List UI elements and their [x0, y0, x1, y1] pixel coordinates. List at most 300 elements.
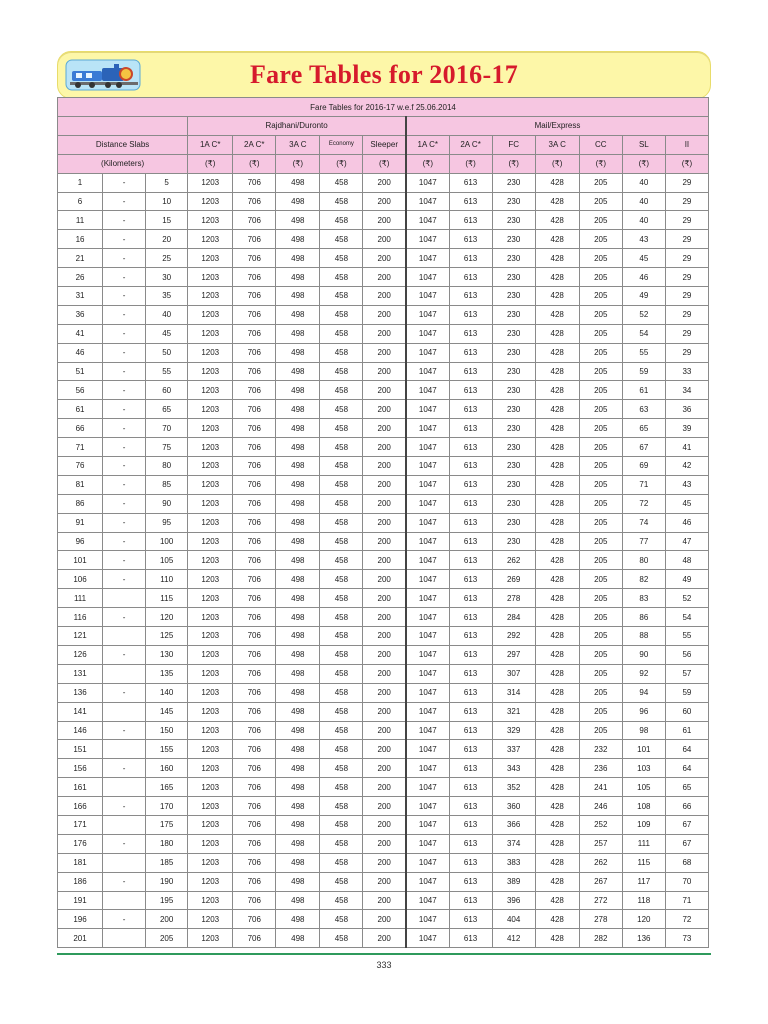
slab-dash: - [103, 305, 146, 324]
fare-cell-rd-1ac: 1203 [188, 551, 233, 570]
fare-cell-me-fc: 297 [492, 645, 535, 664]
fare-cell-rd-1ac: 1203 [188, 721, 233, 740]
fare-cell-me-2ac: 613 [449, 419, 492, 438]
slab-to: 35 [146, 287, 188, 306]
fare-cell-rd-3ac: 498 [276, 494, 320, 513]
fare-cell-me-ii: 47 [665, 532, 708, 551]
fare-cell-me-ii: 29 [665, 268, 708, 287]
fare-cell-rd-2ac: 706 [233, 551, 276, 570]
fare-cell-me-1ac: 1047 [406, 570, 449, 589]
fare-cell-me-fc: 230 [492, 438, 535, 457]
fare-cell-rd-sleeper: 200 [363, 268, 406, 287]
fare-cell-rd-1ac: 1203 [188, 362, 233, 381]
slab-from: 86 [58, 494, 103, 513]
fare-cell-rd-1ac: 1203 [188, 513, 233, 532]
fare-cell-rd-2ac: 706 [233, 475, 276, 494]
fare-cell-rd-economy: 458 [320, 381, 363, 400]
slab-to: 105 [146, 551, 188, 570]
slab-to: 85 [146, 475, 188, 494]
fare-cell-me-fc: 230 [492, 305, 535, 324]
fare-cell-me-1ac: 1047 [406, 853, 449, 872]
fare-cell-rd-2ac: 706 [233, 664, 276, 683]
slab-to: 130 [146, 645, 188, 664]
fare-cell-me-3ac: 428 [535, 287, 579, 306]
slab-to: 160 [146, 759, 188, 778]
fare-cell-rd-2ac: 706 [233, 891, 276, 910]
fare-cell-me-sl: 63 [622, 400, 665, 419]
slab-from: 76 [58, 457, 103, 476]
fare-cell-rd-1ac: 1203 [188, 419, 233, 438]
slab-from: 141 [58, 702, 103, 721]
fare-cell-me-1ac: 1047 [406, 230, 449, 249]
fare-cell-me-ii: 29 [665, 173, 708, 192]
table-row [58, 702, 709, 721]
fare-cell-me-1ac: 1047 [406, 475, 449, 494]
slab-dash: - [103, 759, 146, 778]
fare-cell-me-cc: 205 [579, 532, 622, 551]
slab-from: 11 [58, 211, 103, 230]
fare-cell-rd-1ac: 1203 [188, 230, 233, 249]
fare-cell-me-cc: 267 [579, 872, 622, 891]
fare-cell-rd-2ac: 706 [233, 759, 276, 778]
table-title-row [58, 98, 709, 117]
slab-dash: - [103, 362, 146, 381]
slab-to: 60 [146, 381, 188, 400]
slab-dash: - [103, 400, 146, 419]
slab-dash: - [103, 192, 146, 211]
fare-cell-rd-1ac: 1203 [188, 589, 233, 608]
fare-cell-rd-3ac: 498 [276, 381, 320, 400]
fare-cell-me-2ac: 613 [449, 457, 492, 476]
fare-cell-rd-sleeper: 200 [363, 929, 406, 948]
fare-cell-rd-2ac: 706 [233, 778, 276, 797]
fare-cell-me-1ac: 1047 [406, 778, 449, 797]
fare-cell-rd-2ac: 706 [233, 173, 276, 192]
rupee-unit: (₹) [406, 154, 449, 173]
table-row [58, 683, 709, 702]
fare-cell-rd-economy: 458 [320, 834, 363, 853]
fare-cell-me-fc: 396 [492, 891, 535, 910]
fare-cell-me-1ac: 1047 [406, 305, 449, 324]
fare-cell-me-sl: 61 [622, 381, 665, 400]
fare-cell-me-fc: 321 [492, 702, 535, 721]
slab-dash: - [103, 343, 146, 362]
fare-cell-rd-3ac: 498 [276, 249, 320, 268]
fare-cell-rd-3ac: 498 [276, 929, 320, 948]
fare-cell-me-2ac: 613 [449, 608, 492, 627]
fare-cell-me-3ac: 428 [535, 570, 579, 589]
fare-cell-rd-sleeper: 200 [363, 173, 406, 192]
slab-from: 151 [58, 740, 103, 759]
fare-cell-rd-3ac: 498 [276, 910, 320, 929]
fare-cell-rd-1ac: 1203 [188, 438, 233, 457]
col-header-me-sl: SL [622, 135, 665, 154]
slab-to: 10 [146, 192, 188, 211]
fare-cell-rd-1ac: 1203 [188, 381, 233, 400]
fare-cell-me-sl: 115 [622, 853, 665, 872]
fare-cell-me-3ac: 428 [535, 343, 579, 362]
fare-cell-me-fc: 343 [492, 759, 535, 778]
fare-cell-me-fc: 230 [492, 532, 535, 551]
fare-cell-me-sl: 80 [622, 551, 665, 570]
fare-cell-me-cc: 205 [579, 230, 622, 249]
fare-cell-me-fc: 230 [492, 362, 535, 381]
fare-cell-me-2ac: 613 [449, 343, 492, 362]
fare-cell-me-fc: 329 [492, 721, 535, 740]
fare-cell-me-fc: 230 [492, 494, 535, 513]
fare-cell-me-1ac: 1047 [406, 211, 449, 230]
table-row [58, 797, 709, 816]
fare-cell-me-sl: 94 [622, 683, 665, 702]
fare-cell-me-fc: 230 [492, 381, 535, 400]
fare-cell-me-cc: 205 [579, 721, 622, 740]
slab-to: 100 [146, 532, 188, 551]
kilometers-header: (Kilometers) [58, 154, 188, 173]
fare-cell-me-1ac: 1047 [406, 268, 449, 287]
fare-cell-rd-2ac: 706 [233, 513, 276, 532]
fare-cell-rd-1ac: 1203 [188, 815, 233, 834]
fare-cell-me-fc: 230 [492, 343, 535, 362]
fare-cell-rd-3ac: 498 [276, 551, 320, 570]
fare-cell-rd-3ac: 498 [276, 475, 320, 494]
slab-to: 125 [146, 627, 188, 646]
fare-cell-rd-2ac: 706 [233, 457, 276, 476]
slab-to: 40 [146, 305, 188, 324]
slab-from: 61 [58, 400, 103, 419]
slab-from: 111 [58, 589, 103, 608]
fare-cell-me-ii: 45 [665, 494, 708, 513]
fare-cell-rd-2ac: 706 [233, 589, 276, 608]
fare-cell-rd-3ac: 498 [276, 192, 320, 211]
group-rajdhani: Rajdhani/Duronto [188, 117, 406, 136]
col-header-rd-economy: Economy [320, 135, 363, 154]
fare-cell-me-2ac: 613 [449, 362, 492, 381]
fare-cell-rd-sleeper: 200 [363, 457, 406, 476]
col-header-rd-2ac: 2A C* [233, 135, 276, 154]
table-row [58, 608, 709, 627]
slab-from: 106 [58, 570, 103, 589]
fare-cell-rd-sleeper: 200 [363, 211, 406, 230]
fare-cell-rd-sleeper: 200 [363, 853, 406, 872]
fare-cell-me-fc: 230 [492, 268, 535, 287]
slab-dash [103, 664, 146, 683]
slab-from: 91 [58, 513, 103, 532]
fare-cell-rd-economy: 458 [320, 475, 363, 494]
fare-cell-me-3ac: 428 [535, 645, 579, 664]
fare-cell-me-2ac: 613 [449, 759, 492, 778]
fare-cell-me-ii: 49 [665, 570, 708, 589]
slab-from: 116 [58, 608, 103, 627]
fare-cell-me-cc: 205 [579, 438, 622, 457]
fare-cell-me-1ac: 1047 [406, 910, 449, 929]
fare-cell-rd-economy: 458 [320, 249, 363, 268]
slab-from: 171 [58, 815, 103, 834]
fare-cell-me-3ac: 428 [535, 249, 579, 268]
fare-cell-me-ii: 33 [665, 362, 708, 381]
fare-cell-me-cc: 205 [579, 211, 622, 230]
slab-to: 110 [146, 570, 188, 589]
fare-cell-rd-1ac: 1203 [188, 400, 233, 419]
unit-header-row [58, 154, 709, 173]
fare-cell-rd-2ac: 706 [233, 570, 276, 589]
fare-cell-rd-economy: 458 [320, 759, 363, 778]
slab-from: 26 [58, 268, 103, 287]
fare-cell-me-1ac: 1047 [406, 721, 449, 740]
fare-cell-me-sl: 69 [622, 457, 665, 476]
fare-cell-me-fc: 230 [492, 230, 535, 249]
fare-cell-me-1ac: 1047 [406, 683, 449, 702]
fare-cell-me-1ac: 1047 [406, 400, 449, 419]
slab-to: 200 [146, 910, 188, 929]
fare-cell-me-2ac: 613 [449, 627, 492, 646]
fare-cell-rd-economy: 458 [320, 702, 363, 721]
fare-cell-rd-1ac: 1203 [188, 797, 233, 816]
fare-cell-rd-2ac: 706 [233, 815, 276, 834]
slab-from: 196 [58, 910, 103, 929]
fare-cell-me-2ac: 613 [449, 211, 492, 230]
fare-cell-rd-3ac: 498 [276, 778, 320, 797]
fare-cell-rd-economy: 458 [320, 740, 363, 759]
slab-to: 20 [146, 230, 188, 249]
col-header-me-cc: CC [579, 135, 622, 154]
fare-cell-me-2ac: 613 [449, 589, 492, 608]
fare-cell-me-sl: 92 [622, 664, 665, 683]
fare-cell-rd-1ac: 1203 [188, 853, 233, 872]
fare-cell-me-ii: 29 [665, 249, 708, 268]
fare-cell-me-fc: 230 [492, 475, 535, 494]
fare-cell-rd-3ac: 498 [276, 324, 320, 343]
fare-cell-rd-1ac: 1203 [188, 173, 233, 192]
fare-cell-me-ii: 66 [665, 797, 708, 816]
fare-cell-rd-3ac: 498 [276, 815, 320, 834]
fare-cell-me-ii: 68 [665, 853, 708, 872]
fare-cell-rd-3ac: 498 [276, 872, 320, 891]
fare-cell-rd-1ac: 1203 [188, 211, 233, 230]
fare-cell-me-1ac: 1047 [406, 381, 449, 400]
fare-cell-me-cc: 205 [579, 400, 622, 419]
fare-cell-rd-3ac: 498 [276, 664, 320, 683]
fare-cell-me-ii: 29 [665, 343, 708, 362]
fare-cell-me-sl: 82 [622, 570, 665, 589]
slab-to: 145 [146, 702, 188, 721]
rupee-unit: (₹) [233, 154, 276, 173]
fare-cell-me-fc: 230 [492, 287, 535, 306]
footer-divider [57, 953, 711, 955]
fare-table-container [57, 97, 709, 948]
slab-to: 190 [146, 872, 188, 891]
fare-cell-me-1ac: 1047 [406, 891, 449, 910]
fare-cell-me-ii: 64 [665, 759, 708, 778]
slab-to: 95 [146, 513, 188, 532]
table-row [58, 834, 709, 853]
class-header-row [58, 135, 709, 154]
fare-cell-me-3ac: 428 [535, 834, 579, 853]
fare-cell-rd-2ac: 706 [233, 853, 276, 872]
slab-to: 170 [146, 797, 188, 816]
fare-cell-me-sl: 77 [622, 532, 665, 551]
fare-cell-me-2ac: 613 [449, 532, 492, 551]
fare-cell-rd-3ac: 498 [276, 740, 320, 759]
fare-cell-me-cc: 272 [579, 891, 622, 910]
fare-cell-rd-2ac: 706 [233, 702, 276, 721]
fare-cell-me-fc: 374 [492, 834, 535, 853]
fare-cell-me-sl: 98 [622, 721, 665, 740]
slab-dash: - [103, 608, 146, 627]
table-row [58, 853, 709, 872]
fare-cell-rd-1ac: 1203 [188, 740, 233, 759]
slab-to: 30 [146, 268, 188, 287]
fare-cell-me-1ac: 1047 [406, 834, 449, 853]
fare-cell-me-ii: 54 [665, 608, 708, 627]
table-row [58, 589, 709, 608]
fare-cell-me-3ac: 428 [535, 362, 579, 381]
slab-dash: - [103, 173, 146, 192]
fare-cell-me-cc: 205 [579, 249, 622, 268]
table-row [58, 268, 709, 287]
table-row [58, 192, 709, 211]
fare-cell-me-2ac: 613 [449, 683, 492, 702]
fare-cell-rd-sleeper: 200 [363, 343, 406, 362]
fare-cell-me-1ac: 1047 [406, 438, 449, 457]
slab-to: 175 [146, 815, 188, 834]
fare-cell-me-1ac: 1047 [406, 815, 449, 834]
fare-cell-rd-2ac: 706 [233, 287, 276, 306]
fare-cell-rd-economy: 458 [320, 664, 363, 683]
slab-dash: - [103, 683, 146, 702]
col-header-me-3ac: 3A C [535, 135, 579, 154]
fare-cell-rd-3ac: 498 [276, 589, 320, 608]
fare-cell-me-sl: 74 [622, 513, 665, 532]
fare-cell-rd-2ac: 706 [233, 268, 276, 287]
fare-cell-me-cc: 205 [579, 627, 622, 646]
fare-cell-me-2ac: 613 [449, 853, 492, 872]
fare-cell-rd-1ac: 1203 [188, 192, 233, 211]
fare-cell-me-1ac: 1047 [406, 551, 449, 570]
fare-cell-me-cc: 205 [579, 494, 622, 513]
slab-from: 16 [58, 230, 103, 249]
fare-cell-rd-2ac: 706 [233, 797, 276, 816]
table-row [58, 872, 709, 891]
fare-cell-me-ii: 29 [665, 192, 708, 211]
fare-cell-rd-3ac: 498 [276, 343, 320, 362]
fare-cell-me-fc: 230 [492, 419, 535, 438]
fare-cell-me-1ac: 1047 [406, 608, 449, 627]
fare-cell-me-cc: 257 [579, 834, 622, 853]
fare-cell-me-sl: 43 [622, 230, 665, 249]
fare-cell-rd-2ac: 706 [233, 381, 276, 400]
fare-cell-me-ii: 57 [665, 664, 708, 683]
rupee-unit: (₹) [535, 154, 579, 173]
fare-cell-rd-sleeper: 200 [363, 721, 406, 740]
fare-cell-rd-economy: 458 [320, 513, 363, 532]
table-row [58, 381, 709, 400]
fare-cell-rd-3ac: 498 [276, 570, 320, 589]
slab-dash: - [103, 475, 146, 494]
fare-cell-me-2ac: 613 [449, 268, 492, 287]
fare-cell-me-ii: 29 [665, 305, 708, 324]
fare-cell-me-2ac: 613 [449, 494, 492, 513]
fare-cell-me-2ac: 613 [449, 173, 492, 192]
fare-cell-rd-economy: 458 [320, 343, 363, 362]
fare-cell-me-fc: 292 [492, 627, 535, 646]
fare-cell-rd-sleeper: 200 [363, 381, 406, 400]
fare-cell-rd-1ac: 1203 [188, 702, 233, 721]
fare-cell-me-1ac: 1047 [406, 589, 449, 608]
fare-cell-rd-sleeper: 200 [363, 438, 406, 457]
fare-cell-me-3ac: 428 [535, 475, 579, 494]
fare-cell-me-1ac: 1047 [406, 513, 449, 532]
fare-cell-me-sl: 40 [622, 173, 665, 192]
fare-cell-rd-sleeper: 200 [363, 305, 406, 324]
fare-cell-rd-2ac: 706 [233, 834, 276, 853]
fare-cell-rd-3ac: 498 [276, 362, 320, 381]
fare-cell-me-ii: 61 [665, 721, 708, 740]
slab-to: 80 [146, 457, 188, 476]
rupee-unit: (₹) [622, 154, 665, 173]
slab-dash: - [103, 287, 146, 306]
fare-cell-rd-sleeper: 200 [363, 910, 406, 929]
fare-cell-me-fc: 230 [492, 457, 535, 476]
fare-cell-me-3ac: 428 [535, 589, 579, 608]
fare-cell-me-sl: 96 [622, 702, 665, 721]
slab-dash: - [103, 645, 146, 664]
fare-cell-me-2ac: 613 [449, 400, 492, 419]
fare-cell-me-3ac: 428 [535, 211, 579, 230]
fare-cell-me-3ac: 428 [535, 721, 579, 740]
slab-from: 191 [58, 891, 103, 910]
fare-cell-me-ii: 29 [665, 230, 708, 249]
slab-from: 41 [58, 324, 103, 343]
fare-cell-rd-economy: 458 [320, 891, 363, 910]
fare-cell-rd-sleeper: 200 [363, 608, 406, 627]
fare-cell-me-ii: 67 [665, 834, 708, 853]
fare-cell-me-1ac: 1047 [406, 249, 449, 268]
fare-cell-me-ii: 55 [665, 627, 708, 646]
fare-cell-rd-3ac: 498 [276, 853, 320, 872]
fare-cell-me-sl: 59 [622, 362, 665, 381]
slab-to: 135 [146, 664, 188, 683]
fare-cell-me-ii: 29 [665, 211, 708, 230]
fare-cell-rd-3ac: 498 [276, 834, 320, 853]
fare-cell-me-ii: 64 [665, 740, 708, 759]
fare-cell-me-ii: 56 [665, 645, 708, 664]
fare-cell-me-sl: 88 [622, 627, 665, 646]
fare-cell-rd-1ac: 1203 [188, 778, 233, 797]
fare-cell-rd-economy: 458 [320, 721, 363, 740]
fare-cell-rd-1ac: 1203 [188, 910, 233, 929]
fare-cell-me-3ac: 428 [535, 853, 579, 872]
fare-cell-me-ii: 34 [665, 381, 708, 400]
fare-cell-rd-economy: 458 [320, 419, 363, 438]
fare-cell-me-cc: 205 [579, 608, 622, 627]
fare-cell-me-sl: 71 [622, 475, 665, 494]
fare-cell-rd-3ac: 498 [276, 400, 320, 419]
table-row [58, 438, 709, 457]
slab-from: 166 [58, 797, 103, 816]
table-row [58, 551, 709, 570]
slab-from: 81 [58, 475, 103, 494]
slab-dash: - [103, 551, 146, 570]
fare-cell-rd-2ac: 706 [233, 438, 276, 457]
fare-cell-me-fc: 230 [492, 324, 535, 343]
fare-cell-rd-2ac: 706 [233, 721, 276, 740]
fare-cell-me-sl: 54 [622, 324, 665, 343]
slab-from: 161 [58, 778, 103, 797]
fare-cell-rd-3ac: 498 [276, 645, 320, 664]
fare-cell-me-1ac: 1047 [406, 872, 449, 891]
rupee-unit: (₹) [363, 154, 406, 173]
fare-cell-me-1ac: 1047 [406, 192, 449, 211]
